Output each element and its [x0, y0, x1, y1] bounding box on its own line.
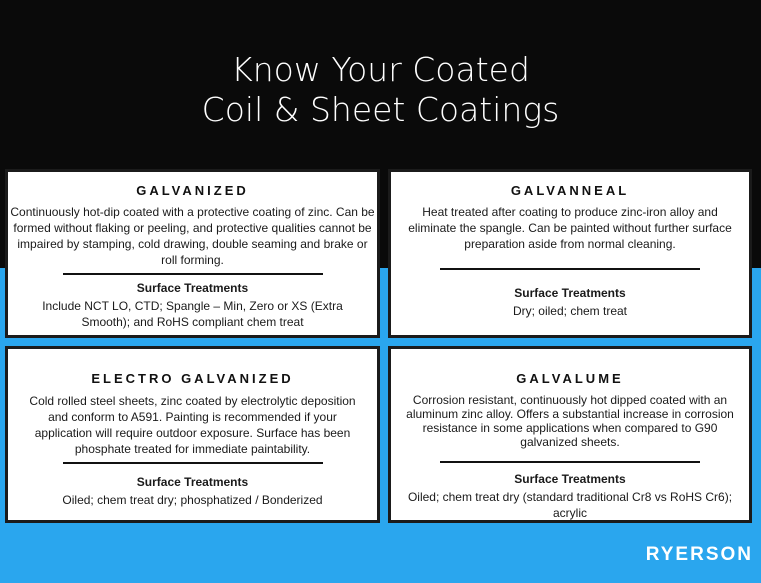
- surface-treatments-label: Surface Treatments: [136, 475, 249, 489]
- surface-treatments-value: Include NCT LO, CTD; Spangle – Min, Zero or XS (Extra Smooth); and RoHS compliant chem treat: [42, 299, 343, 329]
- title-line-1: Know Your Coated: [231, 50, 530, 89]
- ryerson-logo: RYERSON: [645, 544, 753, 565]
- card-heading: GALVALUME: [516, 371, 624, 386]
- card-galvanized: [5, 169, 380, 338]
- surface-treatments-label: Surface Treatments: [514, 472, 626, 486]
- card-heading: GALVANNEAL: [510, 183, 630, 198]
- card-description: Corrosion resistant, continuously hot dipped coated with an aluminum zinc alloy. Offers a substantial increase in corrosion resistance in some applications when compared to G90 galvanized sheets.: [406, 393, 734, 449]
- divider: [63, 462, 323, 464]
- surface-treatments-value: Oiled; chem treat dry (standard traditional Cr8 vs RoHS Cr6); acrylic: [407, 490, 733, 520]
- card-galvalume: [388, 346, 752, 523]
- card-description: Cold rolled steel sheets, zinc coated by electrolytic deposition and conform to A591. Painting is recommended if your application will require outdoor exposure. Surface has been phosphate treated for immediate paintability.: [29, 394, 356, 456]
- surface-treatments-value: Dry; oiled; chem treat: [512, 304, 628, 318]
- card-heading: ELECTRO GALVANIZED: [91, 371, 294, 386]
- divider: [440, 268, 700, 270]
- surface-treatments-label: Surface Treatments: [136, 281, 249, 295]
- surface-treatments-value: Oiled; chem treat dry; phosphatized / Bonderized: [62, 493, 323, 507]
- card-description: Continuously hot-dip coated with a protective coating of zinc. Can be formed without flaking or peeling, and protective qualities cannot be impaired by stamping, cold drawing, double seaming and brake or roll forming.: [10, 205, 375, 267]
- card-electro-galvanized: [5, 346, 380, 523]
- divider: [440, 461, 700, 463]
- divider: [63, 273, 323, 275]
- title-line-2: Coil & Sheet Coatings: [201, 90, 560, 129]
- card-galvanneal: [388, 169, 752, 338]
- page-title: [0, 50, 761, 130]
- card-description: Heat treated after coating to produce zinc-iron alloy and eliminate the spangle. Can be painted without further surface preparation aside from normal cleaning.: [408, 205, 732, 251]
- card-heading: GALVANIZED: [136, 183, 249, 198]
- surface-treatments-label: Surface Treatments: [514, 286, 626, 300]
